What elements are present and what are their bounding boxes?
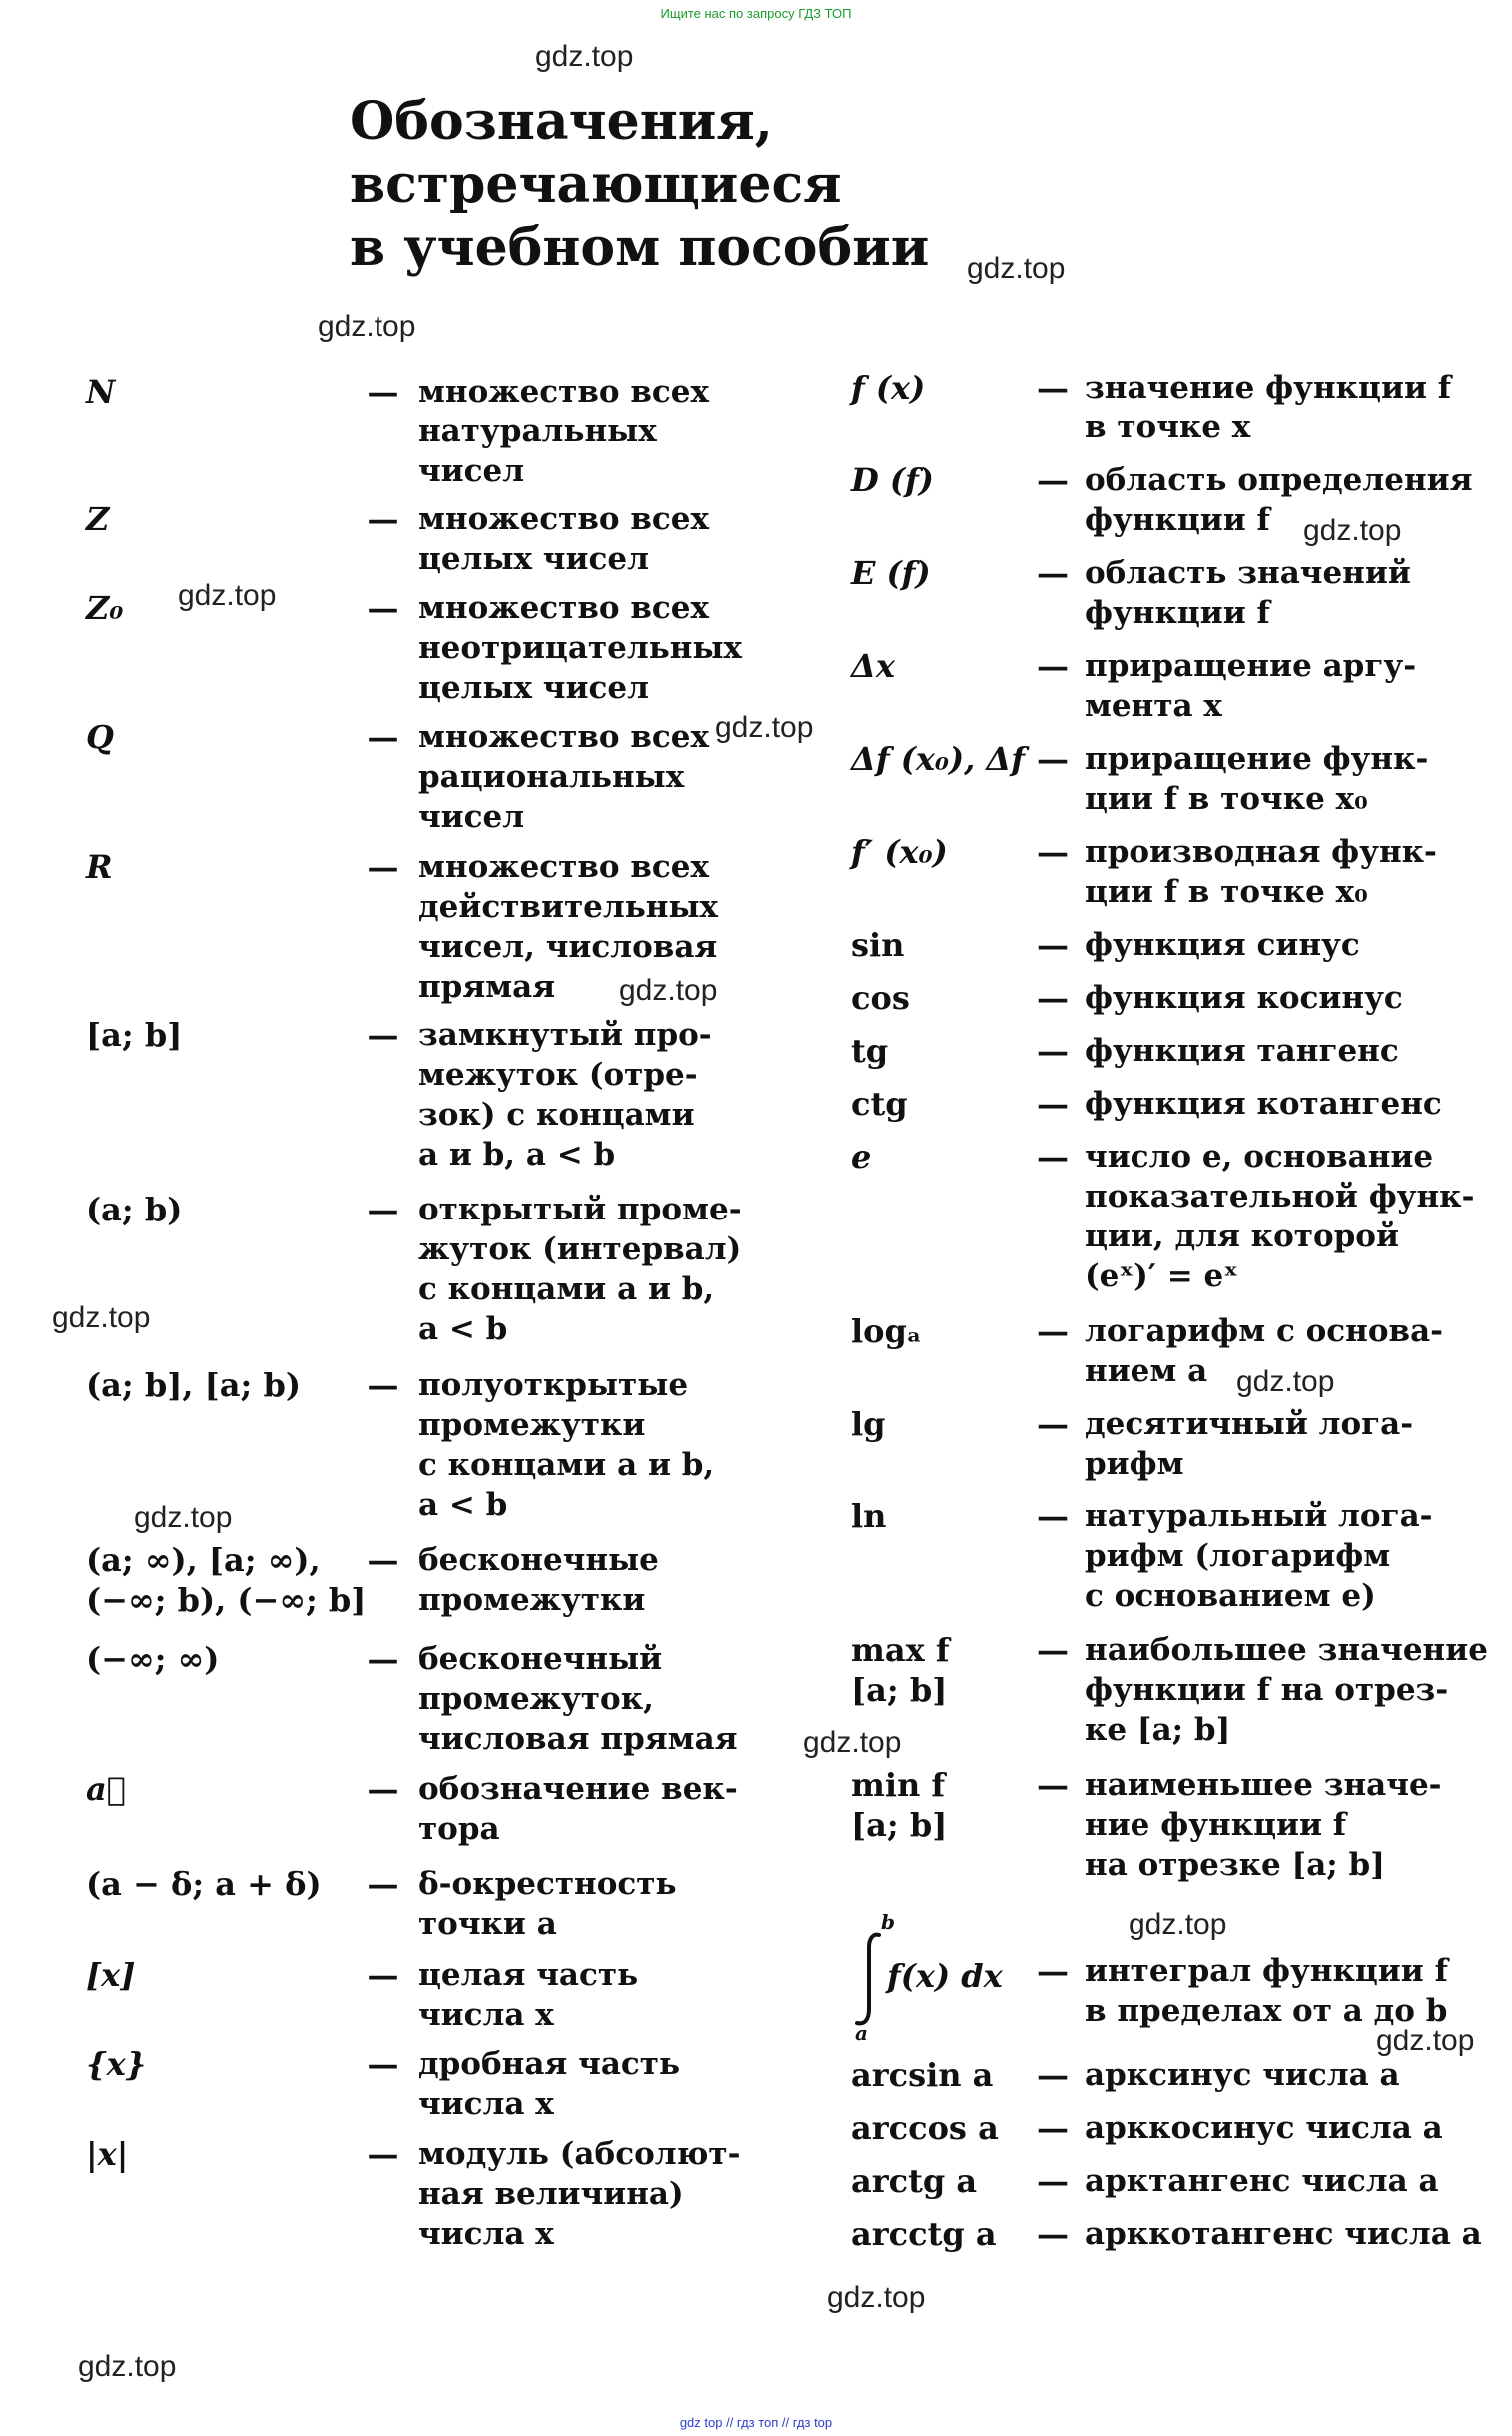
notation-symbol: lg xyxy=(851,1405,886,1443)
notation-description: множество всех неотрицательных целых чисел xyxy=(417,590,743,706)
notation-description: целая часть числа x xyxy=(417,1957,639,2032)
notation-description: бесконечные промежутки xyxy=(417,1542,659,1618)
dash: — xyxy=(1037,833,1069,871)
dash: — xyxy=(367,500,399,538)
notation-description: интеграл функции f в пределах от a до b xyxy=(1085,1953,1448,2029)
notation-description: бесконечный промежуток, числовая прямая xyxy=(417,1641,738,1757)
dash: — xyxy=(367,1865,399,1903)
notation-symbol: [x] xyxy=(86,1956,136,1994)
dash: — xyxy=(367,1541,399,1579)
notation-description: множество всех рациональных чисел xyxy=(417,719,710,835)
watermark: gdz.top xyxy=(318,310,416,343)
header-search-note: Ищите нас по запросу ГДЗ ТОП xyxy=(660,6,852,21)
notation-symbol: [a; b] xyxy=(86,1016,183,1054)
notation-description: дробная часть числа x xyxy=(417,2046,681,2122)
notation-symbol: Z xyxy=(86,500,110,538)
dash: — xyxy=(1037,1032,1069,1070)
notation-description: арксинус числа a xyxy=(1085,2057,1400,2093)
notation-entry-neighbourhood xyxy=(86,1864,745,1955)
notation-entry-cos xyxy=(851,978,1490,1031)
watermark: gdz.top xyxy=(1236,1365,1335,1398)
notation-description: приращение функ- ции f в точке x₀ xyxy=(1085,741,1429,817)
notation-entry-arccos xyxy=(851,2108,1490,2161)
notation-symbol: N xyxy=(86,373,116,410)
dash: — xyxy=(1037,1766,1069,1804)
notation-description: десятичный лога- рифм xyxy=(1085,1406,1414,1482)
dash: — xyxy=(367,1956,399,1994)
notation-entry-arcsin xyxy=(851,2055,1490,2108)
notation-entry-modulus xyxy=(86,2134,745,2264)
notation-description: число e, основание показательной функ- ции, для которой (eˣ)′ = eˣ xyxy=(1085,1139,1475,1294)
notation-entry-arg-increment xyxy=(851,646,1490,739)
notation-entry-naturals xyxy=(86,372,745,499)
dash: — xyxy=(1037,1085,1069,1123)
dash: — xyxy=(367,718,399,756)
integral-upper-limit: b xyxy=(881,1911,895,1934)
notation-symbol: |x| xyxy=(86,2135,129,2173)
notation-entry-tg xyxy=(851,1031,1490,1084)
notation-description: арктангенс числа a xyxy=(1085,2163,1439,2199)
watermark: gdz.top xyxy=(967,252,1066,285)
title-line: встречающиеся xyxy=(350,154,842,215)
notation-entry-vector xyxy=(86,1769,745,1864)
dash: — xyxy=(367,2045,399,2083)
notation-symbol: e xyxy=(851,1138,872,1176)
dash: — xyxy=(1037,740,1069,778)
notation-entry-function-value xyxy=(851,368,1490,460)
dash: — xyxy=(367,2135,399,2173)
notation-symbol: cos xyxy=(851,979,910,1017)
notation-symbol: f (x) xyxy=(851,369,926,406)
notation-entry-sin xyxy=(851,925,1490,978)
notation-description: натуральный лога- рифм (логарифм с основанием e) xyxy=(1085,1498,1433,1614)
dash: — xyxy=(367,848,399,886)
notation-entry-closed-interval xyxy=(86,1015,745,1190)
integral-sign xyxy=(857,1935,879,2024)
dash: — xyxy=(1037,1952,1069,1990)
notation-symbol: Q xyxy=(86,718,114,756)
notation-entry-infinite-intervals xyxy=(86,1540,745,1639)
watermark: gdz.top xyxy=(78,2350,177,2383)
notation-symbol: Δf (x₀), Δf xyxy=(851,740,1025,778)
dash: — xyxy=(1037,461,1069,499)
notation-description: δ-окрестность точки a xyxy=(417,1866,677,1942)
notation-description: модуль (абсолют- ная величина) числа x xyxy=(417,2136,741,2252)
integral-expression: f(x) dx xyxy=(887,1957,1003,1995)
notation-entry-func-increment xyxy=(851,739,1490,832)
notation-symbol: arctg a xyxy=(851,2162,978,2200)
dash: — xyxy=(1037,2162,1069,2200)
notation-entry-rationals xyxy=(86,717,745,847)
dash: — xyxy=(367,373,399,410)
notation-description: открытый проме- жуток (интервал) с концами a и b, a < b xyxy=(417,1192,742,1347)
notation-symbol: Δx xyxy=(851,647,895,685)
watermark: gdz.top xyxy=(803,1726,902,1759)
notation-description: функция косинус xyxy=(1085,980,1403,1016)
notation-symbol: arcsin a xyxy=(851,2056,994,2094)
notation-entry-number-e xyxy=(851,1137,1490,1311)
notation-symbol: Z₀ xyxy=(86,589,124,627)
dash: — xyxy=(1037,647,1069,685)
integral-symbol xyxy=(851,1911,1037,2042)
dash: — xyxy=(1037,2215,1069,2253)
notation-description: производная функ- ции f в точке x₀ xyxy=(1085,834,1437,910)
notation-description: обозначение век- тора xyxy=(417,1771,738,1847)
dash: — xyxy=(367,1640,399,1678)
dash: — xyxy=(1037,1631,1069,1669)
notation-symbol: arccos a xyxy=(851,2109,999,2147)
notation-description: множество всех целых чисел xyxy=(417,501,710,577)
notation-symbol: sin xyxy=(851,926,905,964)
title-line: Обозначения, xyxy=(350,91,773,152)
notation-symbol: ln xyxy=(851,1497,887,1535)
notation-symbol: (−∞; ∞) xyxy=(86,1640,220,1678)
notation-description: арккотангенс числа a xyxy=(1085,2216,1482,2252)
notation-symbol: tg xyxy=(851,1032,889,1070)
notation-description: полуоткрытые промежутки с концами a и b, a < b xyxy=(417,1367,715,1523)
dash: — xyxy=(367,1366,399,1404)
watermark: gdz.top xyxy=(1129,1908,1227,1941)
notation-description: функция котангенс xyxy=(1085,1086,1442,1122)
notation-description: область значений функции f xyxy=(1085,555,1411,631)
notation-symbol: ctg xyxy=(851,1085,908,1123)
notation-symbol: D (f) xyxy=(851,461,934,499)
notation-list-left xyxy=(86,372,745,2264)
notation-symbol: max f [a; b] xyxy=(851,1631,950,1709)
notation-description: функция тангенс xyxy=(1085,1033,1399,1069)
notation-symbol: arcctg a xyxy=(851,2215,997,2253)
notation-symbol: logₐ xyxy=(851,1312,922,1350)
dash: — xyxy=(1037,369,1069,406)
notation-entry-ln xyxy=(851,1496,1490,1630)
notation-list-right xyxy=(851,368,1490,2267)
watermark: gdz.top xyxy=(715,711,814,744)
notation-description: замкнутый про- межуток (отре- зок) с концами a и b, a < b xyxy=(417,1017,712,1173)
page-title xyxy=(350,90,929,279)
watermark: gdz.top xyxy=(178,579,277,612)
notation-symbol: (a; b) xyxy=(86,1191,183,1228)
notation-entry-arcctg xyxy=(851,2214,1490,2267)
notation-description: значение функции f в точке x xyxy=(1085,370,1452,445)
watermark: gdz.top xyxy=(134,1501,233,1534)
watermark: gdz.top xyxy=(619,974,718,1007)
notation-symbol: (a − δ; a + δ) xyxy=(86,1865,322,1903)
notation-symbol: {x} xyxy=(86,2045,147,2083)
dash: — xyxy=(367,1191,399,1228)
notation-symbol: a⃗ xyxy=(86,1770,126,1808)
notation-description: наибольшее значение функции f на отрез- ке [a; b] xyxy=(1085,1632,1488,1748)
dash: — xyxy=(1037,979,1069,1017)
dash: — xyxy=(1037,2056,1069,2094)
notation-description: множество всех действительных чисел, числовая прямая xyxy=(417,849,719,1005)
dash: — xyxy=(1037,1312,1069,1350)
notation-description: функция синус xyxy=(1085,927,1360,963)
notation-entry-ctg xyxy=(851,1084,1490,1137)
dash: — xyxy=(367,1016,399,1054)
notation-symbol: E (f) xyxy=(851,554,931,592)
dash: — xyxy=(1037,1138,1069,1176)
watermark: gdz.top xyxy=(535,40,634,73)
integral-icon xyxy=(851,1911,1037,2042)
notation-entry-derivative xyxy=(851,832,1490,925)
notation-entry-min xyxy=(851,1765,1490,1911)
notation-description: множество всех натуральных чисел xyxy=(417,374,710,489)
dash: — xyxy=(1037,2109,1069,2147)
notation-description: приращение аргу- мента x xyxy=(1085,648,1417,724)
notation-entry-arctg xyxy=(851,2161,1490,2214)
notation-entry-lg xyxy=(851,1404,1490,1496)
notation-description: наименьшее значе- ние функции f на отрезке [a; b] xyxy=(1085,1767,1442,1883)
watermark: gdz.top xyxy=(1303,514,1402,547)
watermark: gdz.top xyxy=(827,2281,926,2314)
integral-lower-limit: a xyxy=(855,2022,868,2042)
notation-entry-log xyxy=(851,1311,1490,1404)
notation-entry-integers xyxy=(86,499,745,588)
notation-entry-fractional-part xyxy=(86,2044,745,2134)
notation-symbol: R xyxy=(86,848,113,886)
notation-entry-range xyxy=(851,553,1490,646)
notation-description: арккосинус числа a xyxy=(1085,2110,1443,2146)
notation-entry-open-interval xyxy=(86,1190,745,1365)
footer-note: gdz top // гдз топ // гдз top xyxy=(679,2415,833,2430)
dash: — xyxy=(1037,554,1069,592)
dash: — xyxy=(367,1770,399,1808)
watermark: gdz.top xyxy=(1376,2025,1475,2057)
notation-entry-max xyxy=(851,1630,1490,1765)
notation-entry-whole-line xyxy=(86,1639,745,1769)
notation-description: логарифм с основа- нием a xyxy=(1085,1313,1444,1389)
dash: — xyxy=(1037,1405,1069,1443)
dash: — xyxy=(367,589,399,627)
dash: — xyxy=(1037,926,1069,964)
notation-symbol: f′ (x₀) xyxy=(851,833,948,871)
notation-symbol: min f [a; b] xyxy=(851,1766,948,1844)
dash: — xyxy=(1037,1497,1069,1535)
title-line: в учебном пособии xyxy=(350,217,930,278)
notation-symbol: (a; b], [a; b) xyxy=(86,1366,301,1404)
notation-symbol: (a; ∞), [a; ∞), (−∞; b), (−∞; b] xyxy=(86,1541,367,1619)
watermark: gdz.top xyxy=(52,1301,151,1334)
notation-entry-integer-part xyxy=(86,1955,745,2044)
notation-description: область определения функции f xyxy=(1085,462,1473,538)
